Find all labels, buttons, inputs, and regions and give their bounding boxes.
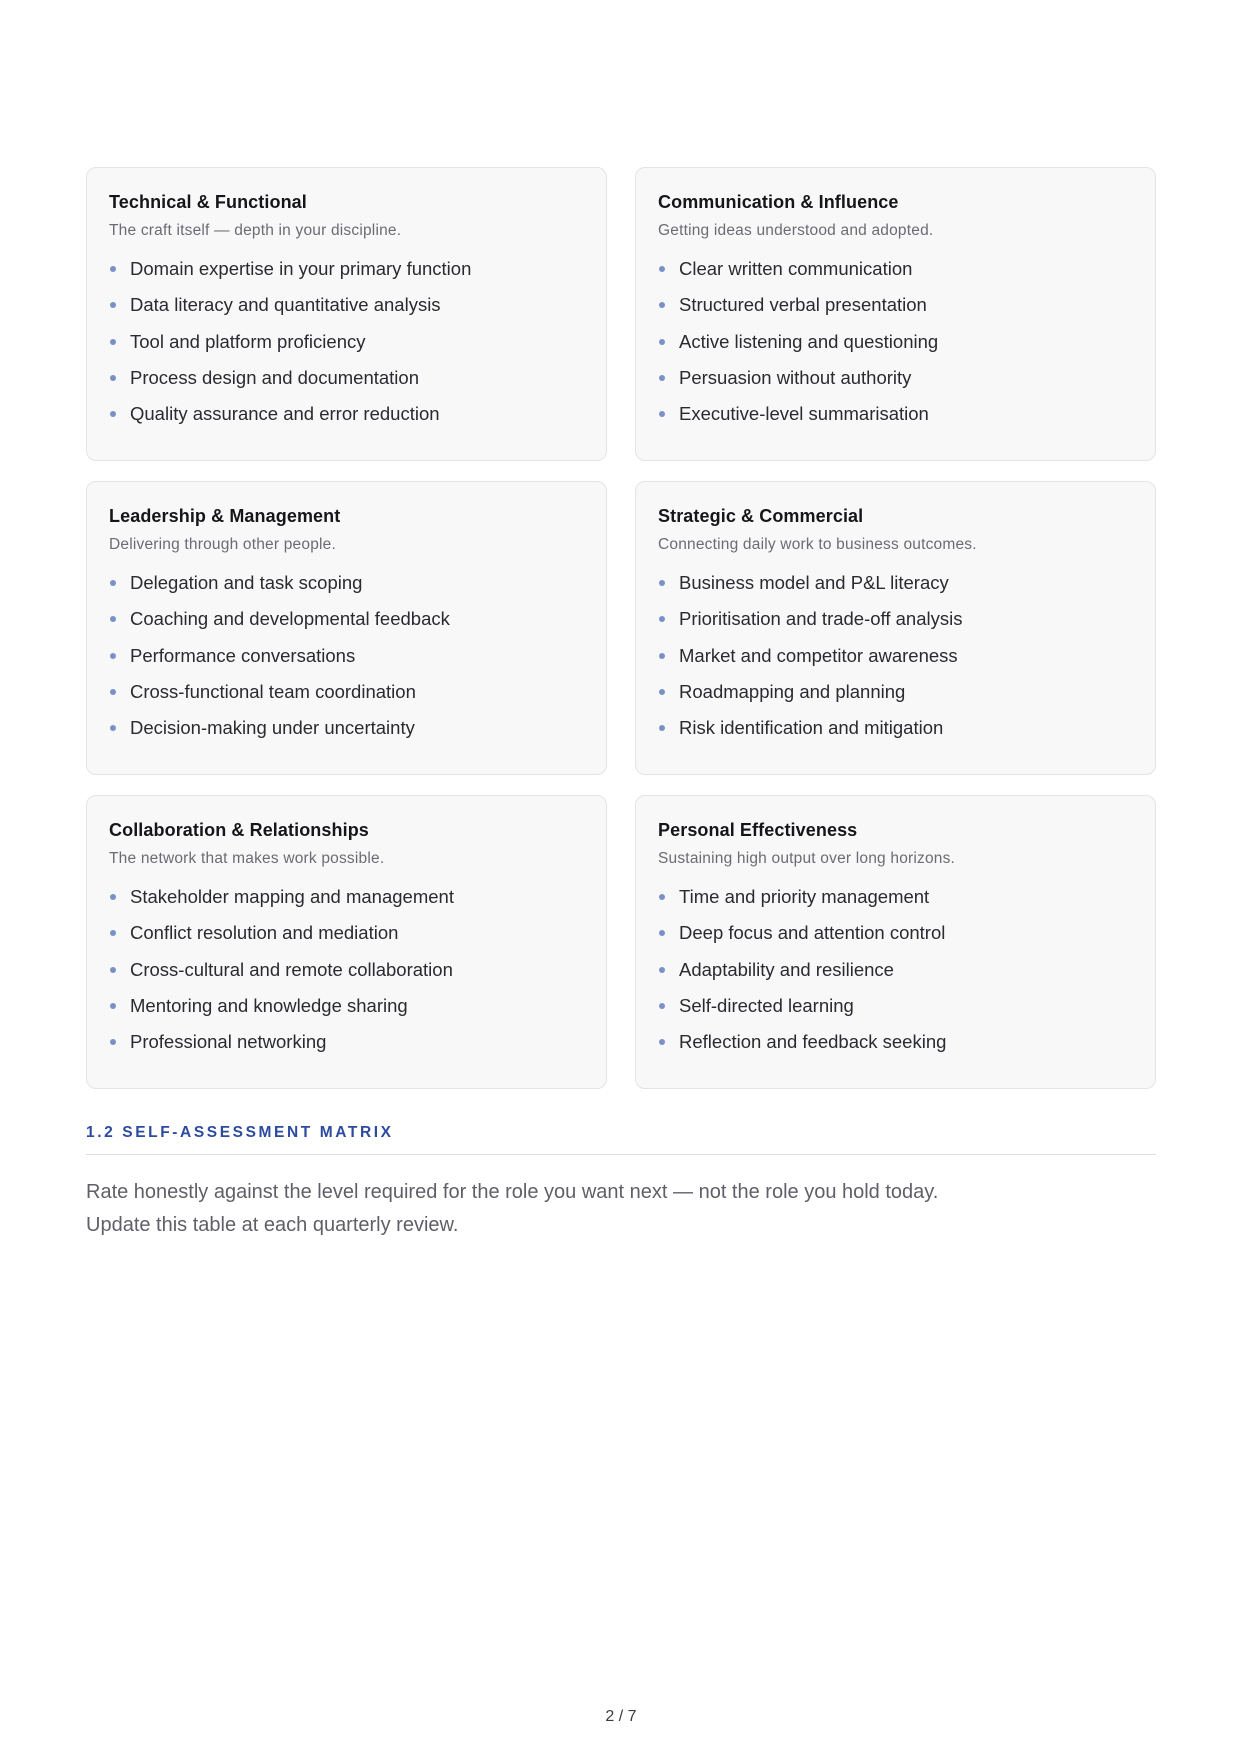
bullet-icon [659, 302, 665, 308]
list-item: Structured verbal presentation [658, 293, 1133, 317]
bullet-icon [659, 653, 665, 659]
competency-list [109, 571, 584, 740]
bullet-icon [659, 411, 665, 417]
list-item: Risk identification and mitigation [658, 716, 1133, 740]
competency-card-technical [86, 167, 607, 461]
section-intro-paragraph: Rate honestly against the level required for the role you want next — not the role you hold today. Update this table at each quarterly review. [86, 1181, 939, 1236]
competency-card-strategic [635, 481, 1156, 775]
card-title: Leadership & Management [109, 506, 341, 526]
list-item: Cross-functional team coordination [109, 680, 584, 704]
competency-list [658, 885, 1133, 1054]
list-item: Clear written communication [658, 257, 1133, 281]
bullet-icon [110, 894, 116, 900]
bullet-icon [659, 689, 665, 695]
bullet-icon [659, 375, 665, 381]
page-number: 2 / 7 [605, 1708, 637, 1725]
card-subtitle: Delivering through other people. [109, 536, 336, 553]
card-subtitle: The network that makes work possible. [109, 850, 385, 867]
competency-card-communication [635, 167, 1156, 461]
bullet-icon [110, 1003, 116, 1009]
bullet-icon [659, 1003, 665, 1009]
list-item: Business model and P&L literacy [658, 571, 1133, 595]
list-item: Self-directed learning [658, 994, 1133, 1018]
bullet-icon [110, 339, 116, 345]
list-item: Cross-cultural and remote collaboration [109, 958, 584, 982]
bullet-icon [110, 689, 116, 695]
list-item: Data literacy and quantitative analysis [109, 293, 584, 317]
competency-card-leadership [86, 481, 607, 775]
card-title: Communication & Influence [658, 192, 899, 212]
list-item: Mentoring and knowledge sharing [109, 994, 584, 1018]
competency-card-collaboration [86, 795, 607, 1089]
card-subtitle: The craft itself — depth in your discipline. [109, 222, 402, 239]
bullet-icon [659, 339, 665, 345]
competency-list [658, 571, 1133, 740]
list-item: Coaching and developmental feedback [109, 607, 584, 631]
list-item: Delegation and task scoping [109, 571, 584, 595]
bullet-icon [659, 725, 665, 731]
list-item: Stakeholder mapping and management [109, 885, 584, 909]
bullet-icon [659, 616, 665, 622]
list-item: Executive-level summarisation [658, 402, 1133, 426]
card-subtitle: Getting ideas understood and adopted. [658, 222, 934, 239]
bullet-icon [110, 375, 116, 381]
bullet-icon [659, 894, 665, 900]
section-heading-text: 1.2 SELF-ASSESSMENT MATRIX [86, 1124, 394, 1141]
list-item: Active listening and questioning [658, 330, 1133, 354]
bullet-icon [659, 266, 665, 272]
list-item: Time and priority management [658, 885, 1133, 909]
card-subtitle: Sustaining high output over long horizons. [658, 850, 956, 867]
competency-card-personal [635, 795, 1156, 1089]
bullet-icon [110, 302, 116, 308]
bullet-icon [110, 1039, 116, 1045]
list-item: Adaptability and resilience [658, 958, 1133, 982]
list-item: Domain expertise in your primary function [109, 257, 584, 281]
bullet-icon [659, 580, 665, 586]
card-title: Collaboration & Relationships [109, 820, 369, 840]
list-item: Quality assurance and error reduction [109, 402, 584, 426]
list-item: Performance conversations [109, 644, 584, 668]
card-title: Personal Effectiveness [658, 820, 858, 840]
list-item: Market and competitor awareness [658, 644, 1133, 668]
list-item: Deep focus and attention control [658, 921, 1133, 945]
list-item: Prioritisation and trade-off analysis [658, 607, 1133, 631]
list-item: Conflict resolution and mediation [109, 921, 584, 945]
bullet-icon [659, 967, 665, 973]
list-item: Tool and platform proficiency [109, 330, 584, 354]
bullet-icon [110, 266, 116, 272]
bullet-icon [110, 616, 116, 622]
bullet-icon [659, 930, 665, 936]
section-heading [86, 1124, 1156, 1155]
card-title: Technical & Functional [109, 192, 307, 212]
competency-list [109, 257, 584, 426]
list-item: Decision-making under uncertainty [109, 716, 584, 740]
list-item: Professional networking [109, 1030, 584, 1054]
card-title: Strategic & Commercial [658, 506, 864, 526]
list-item: Reflection and feedback seeking [658, 1030, 1133, 1054]
competency-list [658, 257, 1133, 426]
bullet-icon [659, 1039, 665, 1045]
bullet-icon [110, 411, 116, 417]
bullet-icon [110, 930, 116, 936]
competency-list [109, 885, 584, 1054]
competency-grid [86, 167, 1156, 1089]
bullet-icon [110, 653, 116, 659]
list-item: Persuasion without authority [658, 366, 1133, 390]
list-item: Process design and documentation [109, 366, 584, 390]
list-item: Roadmapping and planning [658, 680, 1133, 704]
bullet-icon [110, 967, 116, 973]
card-subtitle: Connecting daily work to business outcomes. [658, 536, 977, 553]
bullet-icon [110, 580, 116, 586]
bullet-icon [110, 725, 116, 731]
